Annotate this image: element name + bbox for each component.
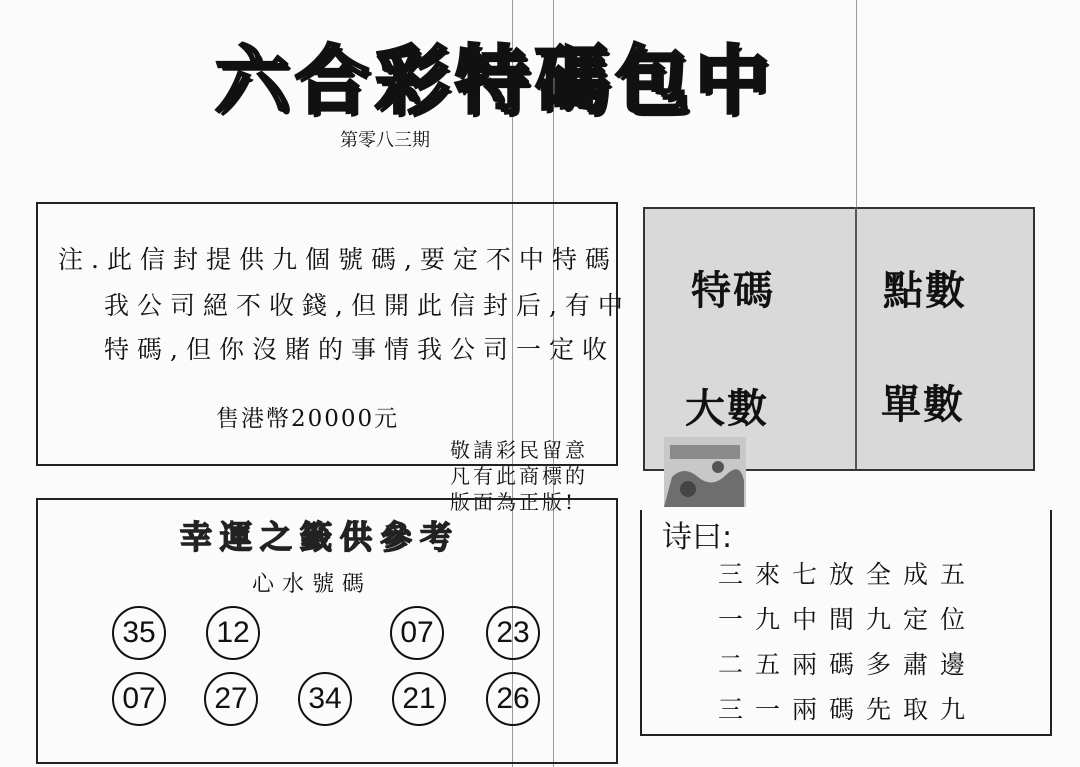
- category-label: 特碼: [691, 268, 775, 314]
- poem-line: 三一兩碼先取九: [718, 695, 978, 724]
- number-ball: 12: [206, 606, 260, 660]
- lucky-subtitle: 心水號碼: [252, 572, 373, 597]
- issue-number: 第零八三期: [340, 130, 430, 151]
- category-box: [643, 207, 1035, 471]
- number-ball: 23: [486, 606, 540, 660]
- category-label: 大數: [685, 386, 769, 432]
- number-ball: 35: [112, 606, 166, 660]
- category-label: 點數: [883, 268, 967, 314]
- trademark-logo: [664, 437, 746, 507]
- number-ball: 07: [112, 672, 166, 726]
- notice-line: 注.此信封提供九個號碼,要定不中特碼: [58, 245, 618, 274]
- number-ball: 21: [392, 672, 446, 726]
- notice-line: 我公司絕不收錢,但開此信封后,有中: [104, 291, 631, 320]
- lucky-title: 幸運之籤供參考: [180, 518, 461, 556]
- authenticity-reminder: 敬請彩民留意 凡有此商標的 版面為正版!: [450, 438, 588, 514]
- notice-box: [36, 202, 631, 466]
- poem-line: 二五兩碼多肅邊: [718, 650, 978, 679]
- number-ball: 34: [298, 672, 352, 726]
- poem-heading: 诗曰:: [662, 520, 733, 555]
- number-ball: 07: [390, 606, 444, 660]
- poem-line: 三來七放全成五: [718, 560, 978, 589]
- poem-line: 一九中間九定位: [718, 605, 978, 634]
- number-ball: 27: [204, 672, 258, 726]
- category-label: 單數: [881, 382, 965, 428]
- number-ball: 26: [486, 672, 540, 726]
- page-title: 六合彩特碼包中: [215, 38, 775, 124]
- price-text: 售港幣20000元: [216, 406, 400, 432]
- category-divider: [855, 207, 857, 469]
- fold-line: [856, 0, 857, 210]
- notice-line: 特碼,但你沒賭的事情我公司一定收: [104, 335, 615, 364]
